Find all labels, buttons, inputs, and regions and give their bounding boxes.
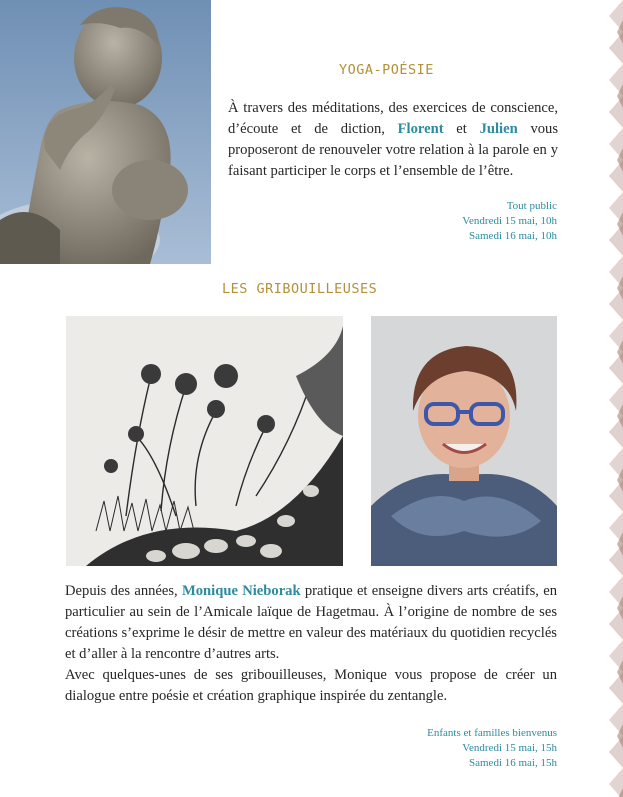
gribouilleuses-heading: LES GRIBOUILLEUSES (222, 281, 378, 297)
gribouilleuses-schedule (427, 726, 557, 771)
name-florent: Florent (397, 121, 444, 137)
statue-photo (0, 0, 211, 264)
yoga-schedule (462, 199, 557, 244)
yoga-description (228, 98, 558, 182)
schedule-date: Vendredi 15 mai, 10h (462, 215, 557, 227)
name-julien: Julien (479, 121, 518, 137)
schedule-date: Samedi 16 mai, 10h (469, 230, 557, 242)
yoga-text-part: vous proposeront de renouveler votre relation à la parole en y faisant participer le corps et l’ensemble de l’être. (228, 121, 559, 179)
yoga-text-and: et (456, 121, 467, 137)
schedule-date: Vendredi 15 mai, 15h (462, 742, 557, 754)
grib-text-part: pratique et enseigne divers arts créatifs, en particulier au sein de l’Amicale laïque de Hagetmau. À l’origine de nombre de ses créations s’exprime le désir de mettre en valeur des matériaux du quotidien recyclés et d’aller à la rencontre d’autres arts. (65, 583, 558, 662)
schedule-date: Samedi 16 mai, 15h (469, 757, 557, 769)
name-monique-nieborak: Monique Nieborak (181, 583, 301, 599)
grib-text-part: Depuis des années, (65, 583, 178, 599)
audience-label: Tout public (506, 200, 557, 212)
grib-text-part: Avec quelques-unes de ses gribouilleuses, Monique vous propose de créer un dialogue entre poésie et création graphique inspirée du zentangle. (65, 667, 557, 704)
zentangle-drawing (66, 316, 343, 566)
decorative-border (595, 0, 623, 797)
gribouilleuses-description (65, 581, 557, 707)
yoga-poesie-heading: YOGA-POÉSIE (339, 62, 434, 78)
yoga-text-part: À travers des méditations, des exercices de conscience, d’écoute et de diction, (228, 100, 558, 137)
audience-label: Enfants et familles bienvenus (427, 727, 557, 739)
portrait-photo (371, 316, 557, 566)
